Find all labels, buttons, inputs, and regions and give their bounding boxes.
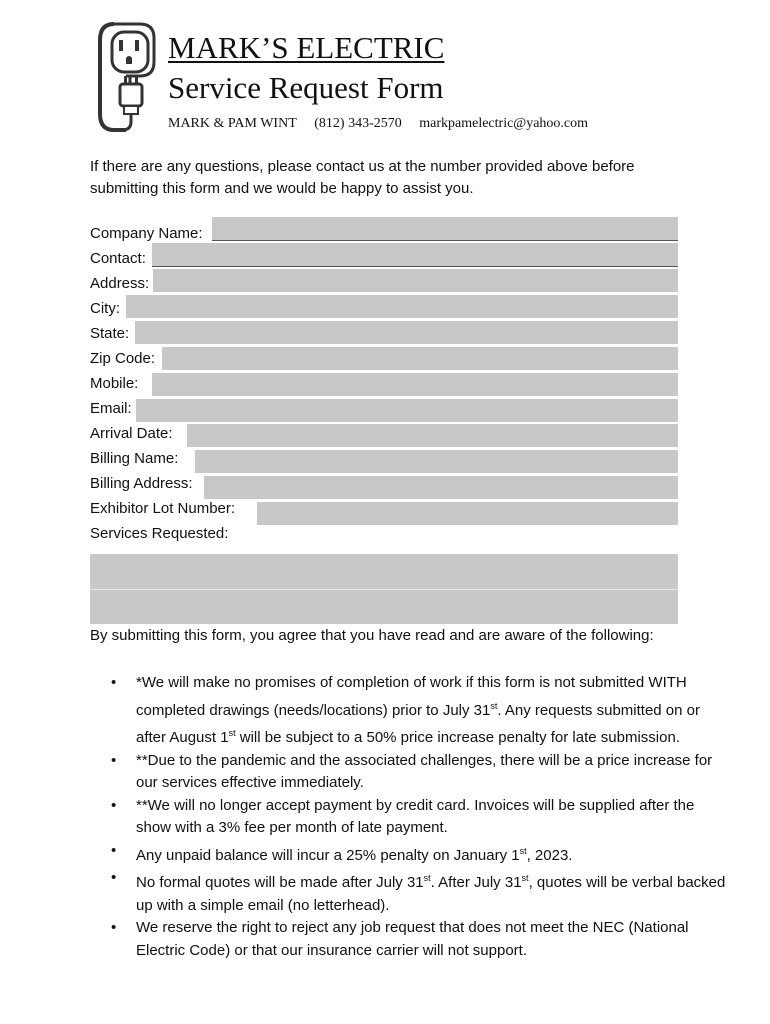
owners-name: MARK & PAM WINT xyxy=(168,116,297,131)
company-name-field[interactable] xyxy=(212,217,678,241)
form-title-heading: Service Request Form xyxy=(168,70,444,105)
city-label: City: xyxy=(90,300,120,317)
billing-name-field[interactable] xyxy=(195,450,678,473)
contact-label: Contact: xyxy=(90,250,146,267)
company-name-heading: MARK’S ELECTRIC xyxy=(168,30,445,65)
billing-name-label: Billing Name: xyxy=(90,450,179,467)
list-item: • Any unpaid balance will incur a 25% penalty on January 1st, 2023. xyxy=(136,840,726,868)
email-label: Email: xyxy=(90,400,132,417)
services-requested-label: Services Requested: xyxy=(90,525,229,542)
phone-number: (812) 343-2570 xyxy=(314,116,402,131)
outlet-plug-logo-icon xyxy=(96,18,160,136)
city-field[interactable] xyxy=(126,295,678,318)
zip-code-label: Zip Code: xyxy=(90,350,156,367)
list-item: • We reserve the right to reject any job request that does not meet the NEC (National Electric Code) or that our insurance carrier will not support. xyxy=(136,917,726,962)
exhibitor-lot-number-field[interactable] xyxy=(257,502,678,525)
arrival-date-field[interactable] xyxy=(187,424,678,447)
company-name-label: Company Name: xyxy=(90,225,203,242)
mobile-label: Mobile: xyxy=(90,375,139,392)
email-address: markpamelectric@yahoo.com xyxy=(419,116,589,131)
zip-code-field[interactable] xyxy=(162,347,678,370)
state-label: State: xyxy=(90,325,130,342)
state-field[interactable] xyxy=(135,321,678,344)
address-label: Address: xyxy=(90,275,150,292)
mobile-field[interactable] xyxy=(152,373,678,396)
contact-info-line xyxy=(168,116,602,132)
services-requested-field[interactable] xyxy=(90,554,678,624)
address-field[interactable] xyxy=(153,269,678,292)
terms-list xyxy=(90,672,726,962)
billing-address-label: Billing Address: xyxy=(90,475,193,492)
billing-address-field[interactable] xyxy=(204,476,678,499)
intro-paragraph: If there are any questions, please contact us at the number provided above before submitting this form and we would be happy to assist you. xyxy=(90,158,635,197)
exhibitor-lot-number-label: Exhibitor Lot Number: xyxy=(90,500,236,517)
arrival-date-label: Arrival Date: xyxy=(90,425,173,442)
list-item: • **Due to the pandemic and the associated challenges, there will be a price increase for our services effective immediately. xyxy=(136,750,726,795)
agreement-paragraph: By submitting this form, you agree that you have read and are aware of the following: xyxy=(90,627,654,644)
list-item: • No formal quotes will be made after July 31st. After July 31st, quotes will be verbal backed up with a simple email (no letterhead). xyxy=(136,867,726,917)
email-field[interactable] xyxy=(136,399,678,422)
list-item: • *We will make no promises of completion of work if this form is not submitted WITH completed drawings (needs/locations) prior to July 31st. Any requests submitted on or after August 1st will be subject to a 50% price increase penalty for late submission. xyxy=(136,672,726,750)
list-item: • **We will no longer accept payment by credit card. Invoices will be supplied after the show with a 3% fee per month of late payment. xyxy=(136,795,726,840)
contact-field[interactable] xyxy=(152,243,678,267)
